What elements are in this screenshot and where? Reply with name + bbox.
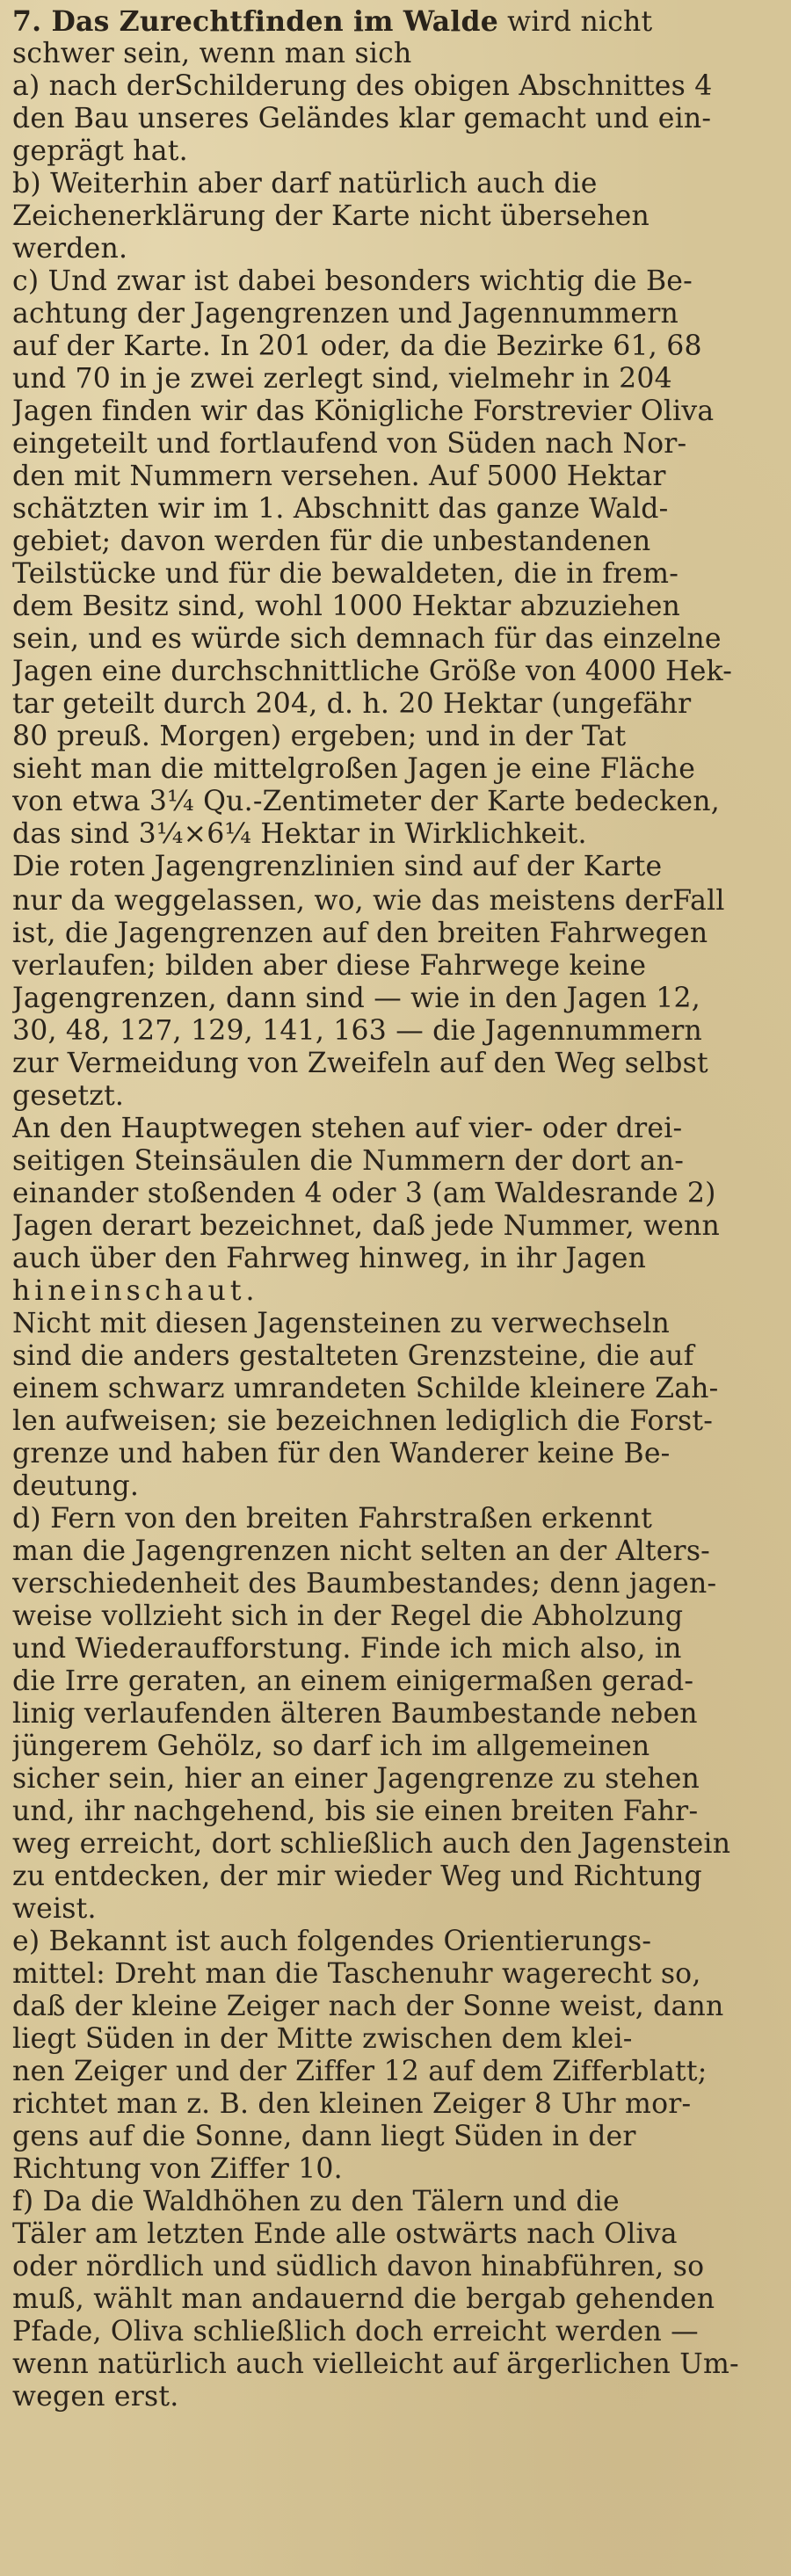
text-line [12, 558, 779, 591]
text-line [12, 983, 779, 1015]
line-text: gebiet; davon werden für die unbestandenen [12, 526, 651, 557]
line-text: verlaufen; bilden aber diese Fahrwege keine [12, 950, 647, 982]
text-line [12, 2348, 779, 2381]
text-line [12, 200, 779, 233]
line-text: liegt Süden in der Mitte zwischen dem klei- [12, 2023, 633, 2055]
line-text: f) Da die Waldhöhen zu den Tälern und die [12, 2186, 620, 2217]
line-text: gens auf die Sonne, dann liegt Süden in der [12, 2121, 636, 2152]
line-text: a) nach derSchilderung des obigen Abschnittes 4 [12, 70, 713, 102]
line-text: das sind 3¼×6¼ Hektar in Wirklichkeit. [12, 818, 587, 850]
line-text: muß, wählt man andauernd die bergab gehenden [12, 2283, 715, 2315]
text-line [12, 1048, 779, 1080]
line-text: mittel: Dreht man die Taschenuhr wagerecht so, [12, 1958, 701, 1990]
line-text: Täler am letzten Ende alle ostwärts nach Oliva [12, 2218, 678, 2250]
text-line [12, 1665, 779, 1698]
text-line [12, 1340, 779, 1373]
text-line [12, 1178, 779, 1210]
text-line [12, 1633, 779, 1665]
section-heading: 7. Das Zurechtfinden im Walde [12, 5, 498, 38]
line-text: einem schwarz umrandeten Schilde kleinere Zah- [12, 1373, 719, 1404]
text-line [12, 461, 779, 493]
text-line [12, 1926, 779, 1958]
text-line [12, 1796, 779, 1828]
text-line [12, 38, 779, 70]
line-text: und Wiederaufforstung. Finde ich mich also, in [12, 1633, 682, 1665]
text-line [12, 135, 779, 168]
line-text: und, ihr nachgehend, bis sie einen breiten Fahr- [12, 1796, 699, 1827]
text-line [12, 70, 779, 103]
line-text: wenn natürlich auch vielleicht auf ärgerlichen Um- [12, 2348, 739, 2380]
line-text: zur Vermeidung von Zweifeln auf den Weg selbst [12, 1048, 708, 1079]
line-text: nur da weggelassen, wo, wie das meistens derFall [12, 885, 725, 917]
line-text: achtung der Jagengrenzen und Jagennummern [12, 298, 679, 330]
text-line [12, 1828, 779, 1861]
line-text: sein, und es würde sich demnach für das einzelne [12, 623, 722, 655]
line-text: geprägt hat. [12, 135, 188, 167]
text-line [12, 526, 779, 558]
text-line [12, 1731, 779, 1763]
line-text: auch über den Fahrweg hinweg, in ihr Jagen [12, 1243, 647, 1274]
text-line [12, 1893, 779, 1926]
line-text: werden. [12, 233, 128, 265]
line-text: jüngerem Gehölz, so darf ich im allgemeinen [12, 1731, 650, 1762]
text-line [12, 1275, 779, 1308]
line-text: nen Zeiger und der Ziffer 12 auf dem Zifferblatt; [12, 2056, 708, 2087]
line-text: Teilstücke und für die bewaldeten, die in frem- [12, 558, 679, 590]
line-text: Nicht mit diesen Jagensteinen zu verwechseln [12, 1308, 671, 1339]
line-text: weise vollzieht sich in der Regel die Abholzung [12, 1600, 684, 1632]
line-text: schwer sein, wenn man sich [12, 38, 412, 69]
text-line [12, 2218, 779, 2251]
line-text: ist, die Jagengrenzen auf den breiten Fahrwegen [12, 918, 708, 949]
line-text: eingeteilt und fortlaufend von Süden nach Nor- [12, 428, 687, 460]
line-text: Jagen eine durchschnittliche Größe von 4000 Hek- [12, 656, 733, 687]
line-text: wird nicht [497, 6, 653, 38]
line-text: den Bau unseres Geländes klar gemacht und ein- [12, 103, 712, 134]
line-text: Pfade, Oliva schließlich doch erreicht werden — [12, 2316, 699, 2347]
line-text: Jagengrenzen, dann sind — wie in den Jagen 12, [12, 983, 700, 1014]
text-line [12, 5, 779, 38]
line-text: von etwa 3¼ Qu.-Zentimeter der Karte bedecken, [12, 786, 720, 817]
line-text: grenze und haben für den Wanderer keine Be- [12, 1438, 671, 1469]
text-line [12, 330, 779, 363]
line-text: wegen erst. [12, 2381, 179, 2413]
line-text: len aufweisen; sie bezeichnen lediglich die Forst- [12, 1405, 714, 1437]
line-text: 80 preuß. Morgen) ergeben; und in der Tat [12, 721, 627, 752]
line-text: Richtung von Ziffer 10. [12, 2153, 343, 2185]
text-line [12, 1145, 779, 1178]
text-line [12, 688, 779, 721]
line-text: sind die anders gestalteten Grenzsteine, die auf [12, 1340, 694, 1372]
text-line [12, 363, 779, 395]
text-line [12, 103, 779, 135]
line-text: zu entdecken, der mir wieder Weg und Richtung [12, 1861, 702, 1892]
text-line [12, 623, 779, 656]
text-line [12, 1243, 779, 1275]
text-line [12, 818, 779, 851]
line-text: tar geteilt durch 204, d. h. 20 Hektar (ungefähr [12, 688, 692, 720]
line-text: 30, 48, 127, 129, 141, 163 — die Jagennummern [12, 1015, 703, 1047]
text-line [12, 1535, 779, 1568]
line-text: e) Bekannt ist auch folgendes Orientierungs- [12, 1926, 652, 1957]
line-text: und 70 in je zwei zerlegt sind, vielmehr in 204 [12, 363, 672, 395]
line-text: An den Hauptwegen stehen auf vier- oder drei- [12, 1113, 683, 1144]
text-line [12, 918, 779, 950]
text-line [12, 1405, 779, 1438]
article-text [12, 5, 779, 2413]
text-line [12, 428, 779, 461]
text-line [12, 298, 779, 330]
text-line [12, 233, 779, 265]
text-line [12, 2023, 779, 2056]
line-text: oder nördlich und südlich davon hinabführen, so [12, 2251, 705, 2282]
line-text: c) Und zwar ist dabei besonders wichtig die Be- [12, 265, 693, 297]
line-text: d) Fern von den breiten Fahrstraßen erkennt [12, 1503, 653, 1535]
text-line [12, 1470, 779, 1503]
text-line [12, 1991, 779, 2023]
line-text: weist. [12, 1893, 97, 1925]
line-text: auf der Karte. In 201 oder, da die Bezirke 61, 68 [12, 330, 702, 362]
text-line [12, 1568, 779, 1600]
text-line [12, 591, 779, 623]
text-line [12, 721, 779, 753]
text-line [12, 265, 779, 298]
line-text: Jagen finden wir das Königliche Forstrevier Oliva [12, 395, 715, 427]
text-line [12, 950, 779, 983]
text-line [12, 168, 779, 200]
line-text: sicher sein, hier an einer Jagengrenze zu stehen [12, 1763, 700, 1795]
text-line [12, 1080, 779, 1113]
line-text: Die roten Jagengrenzlinien sind auf der Karte [12, 851, 663, 882]
line-text: einander stoßenden 4 oder 3 (am Waldesrande 2) [12, 1178, 716, 1209]
text-line [12, 885, 779, 918]
line-text: Zeichenerklärung der Karte nicht übersehen [12, 200, 650, 232]
text-line [12, 2251, 779, 2283]
line-text: den mit Nummern versehen. Auf 5000 Hektar [12, 461, 666, 492]
text-line [12, 1763, 779, 1796]
text-line [12, 2121, 779, 2153]
text-line [12, 2283, 779, 2316]
text-line [12, 1308, 779, 1340]
line-text: hineinschaut. [12, 1275, 259, 1307]
text-line [12, 1503, 779, 1535]
line-text: man die Jagengrenzen nicht selten an der Alters- [12, 1535, 711, 1567]
text-line [12, 2088, 779, 2121]
text-line [12, 1958, 779, 1991]
text-line [12, 2153, 779, 2186]
line-text: verschiedenheit des Baumbestandes; denn jagen- [12, 1568, 717, 1600]
line-text: schätzten wir im 1. Abschnitt das ganze Wald- [12, 493, 669, 525]
text-line [12, 1861, 779, 1893]
line-text: b) Weiterhin aber darf natürlich auch die [12, 168, 598, 200]
line-text: daß der kleine Zeiger nach der Sonne weist, dann [12, 1991, 724, 2022]
text-line [12, 786, 779, 818]
line-text: linig verlaufenden älteren Baumbestande neben [12, 1698, 698, 1730]
line-text: die Irre geraten, an einem einigermaßen gerad- [12, 1665, 694, 1697]
line-text: weg erreicht, dort schließlich auch den Jagenstein [12, 1828, 731, 1860]
line-text: Jagen derart bezeichnet, daß jede Nummer, wenn [12, 1210, 721, 1242]
text-line [12, 1698, 779, 1731]
line-text: seitigen Steinsäulen die Nummern der dort an- [12, 1145, 685, 1177]
text-line [12, 2316, 779, 2348]
text-line [12, 851, 779, 885]
text-line [12, 1210, 779, 1243]
line-text: sieht man die mittelgroßen Jagen je eine Fläche [12, 753, 696, 785]
text-line [12, 2381, 779, 2413]
line-text: deutung. [12, 1470, 140, 1502]
text-line [12, 1600, 779, 1633]
text-line [12, 395, 779, 428]
text-line [12, 1438, 779, 1470]
text-line [12, 1015, 779, 1048]
text-line [12, 753, 779, 786]
text-line [12, 1113, 779, 1145]
text-line [12, 1373, 779, 1405]
text-line [12, 493, 779, 526]
line-text: richtet man z. B. den kleinen Zeiger 8 Uhr mor- [12, 2088, 692, 2120]
text-line [12, 2056, 779, 2088]
text-line [12, 2186, 779, 2218]
line-text: dem Besitz sind, wohl 1000 Hektar abzuziehen [12, 591, 681, 622]
line-text: gesetzt. [12, 1080, 125, 1112]
text-line [12, 656, 779, 688]
